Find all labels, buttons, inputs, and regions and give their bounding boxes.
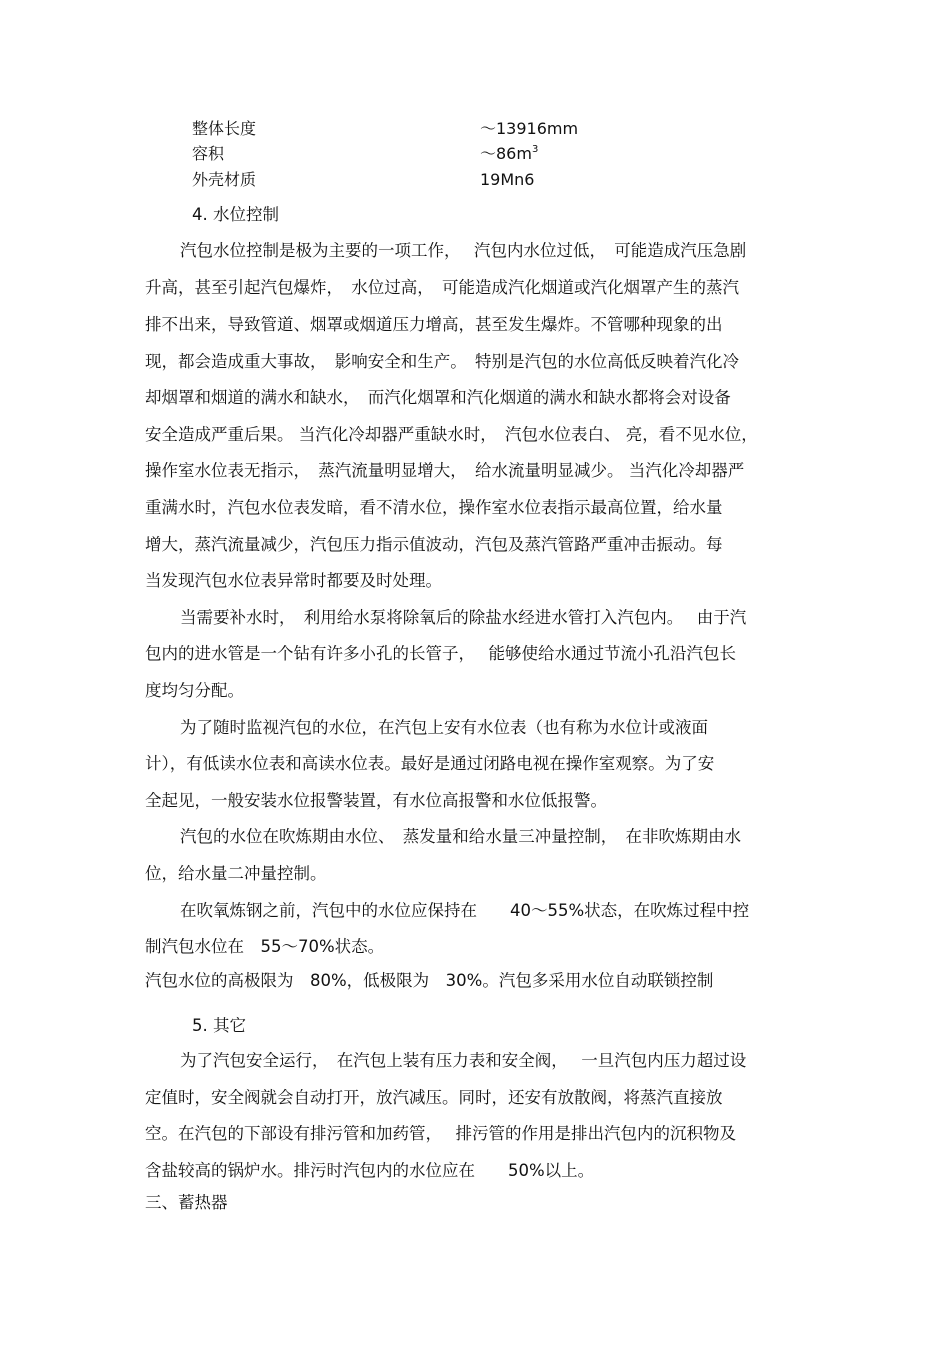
paragraph-line: 度均匀分配。: [145, 681, 244, 700]
spec-value: $\sim 86m^3$: [480, 144, 539, 163]
spec-label: 容积: [192, 144, 225, 163]
paragraph-line: 为了随时监视汽包的水位，在汽包上安有水位表（也有称为水位计或液面: [180, 718, 708, 737]
paragraph-line: 含盐较高的锅炉水。排污时汽包内的水位应在 50%以上。: [145, 1161, 595, 1180]
paragraph-line: 为了汽包安全运行， 在汽包上装有压力表和安全阀， 一旦汽包内压力超过设: [180, 1051, 747, 1070]
paragraph-line: 却烟罩和烟道的满水和缺水， 而汽化烟罩和汽化烟道的满水和缺水都将会对设备: [145, 388, 731, 407]
paragraph-line: 操作室水位表无指示， 蒸汽流量明显增大， 给水流量明显减少。 当汽化冷却器严: [145, 461, 745, 480]
paragraph-line: 增大，蒸汽流量减少，汽包压力指示值波动，汽包及蒸汽管路严重冲击振动。每: [145, 535, 723, 554]
spec-label: 整体长度: [192, 119, 257, 138]
section-heading: 5. 其它: [192, 1016, 246, 1035]
paragraph-line: 汽包水位控制是极为主要的一项工作， 汽包内水位过低， 可能造成汽压急剧: [180, 241, 747, 260]
paragraph-line: 全起见，一般安装水位报警装置，有水位高报警和水位低报警。: [145, 791, 607, 810]
paragraph-line: 汽包的水位在吹炼期由水位、 蒸发量和给水量三冲量控制， 在非吹炼期由水: [180, 827, 741, 846]
paragraph-line: 空。在汽包的下部设有排污管和加药管， 排污管的作用是排出汽包内的沉积物及: [145, 1124, 736, 1143]
spec-value: 19Mn6: [480, 170, 535, 189]
spec-label: 外壳材质: [192, 170, 257, 189]
paragraph-line: 在吹氧炼钢之前，汽包中的水位应保持在 40～55%状态，在吹炼过程中控: [180, 901, 750, 920]
paragraph-line: 现，都会造成重大事故， 影响安全和生产。 特别是汽包的水位高低反映着汽化冷: [145, 352, 739, 371]
section-heading: 三、蓄热器: [145, 1193, 228, 1212]
paragraph-line: 位，给水量二冲量控制。: [145, 864, 327, 883]
section-heading: 4. 水位控制: [192, 205, 279, 224]
paragraph-line: 安全造成严重后果。 当汽化冷却器严重缺水时， 汽包水位表白、 亮，看不见水位，: [145, 425, 758, 444]
superscript: 3: [531, 144, 539, 155]
paragraph-line: 重满水时，汽包水位表发暗，看不清水位，操作室水位表指示最高位置，给水量: [145, 498, 723, 517]
paragraph-line: 当需要补水时， 利用给水泵将除氧后的除盐水经进水管打入汽包内。 由于汽: [180, 608, 747, 627]
paragraph-line: 制汽包水位在 55～70%状态。: [145, 937, 385, 956]
paragraph-line: 定值时，安全阀就会自动打开，放汽减压。同时，还安有放散阀，将蒸汽直接放: [145, 1088, 723, 1107]
paragraph-line: 排不出来，导致管道、烟罩或烟道压力增高，甚至发生爆炸。不管哪种现象的出: [145, 315, 723, 334]
paragraph-line: 当发现汽包水位表异常时都要及时处理。: [145, 571, 442, 590]
paragraph-line: 包内的进水管是一个钻有许多小孔的长管子， 能够使给水通过节流小孔沿汽包长: [145, 644, 736, 663]
paragraph-line: 汽包水位的高极限为 80%，低极限为 30%。汽包多采用水位自动联锁控制: [145, 971, 714, 990]
spec-value: ～13916mm: [480, 119, 579, 138]
paragraph-line: 计），有低读水位表和高读水位表。最好是通过闭路电视在操作室观察。为了安: [145, 754, 715, 773]
paragraph-line: 升高，甚至引起汽包爆炸， 水位过高， 可能造成汽化烟道或汽化烟罩产生的蒸汽: [145, 278, 739, 297]
